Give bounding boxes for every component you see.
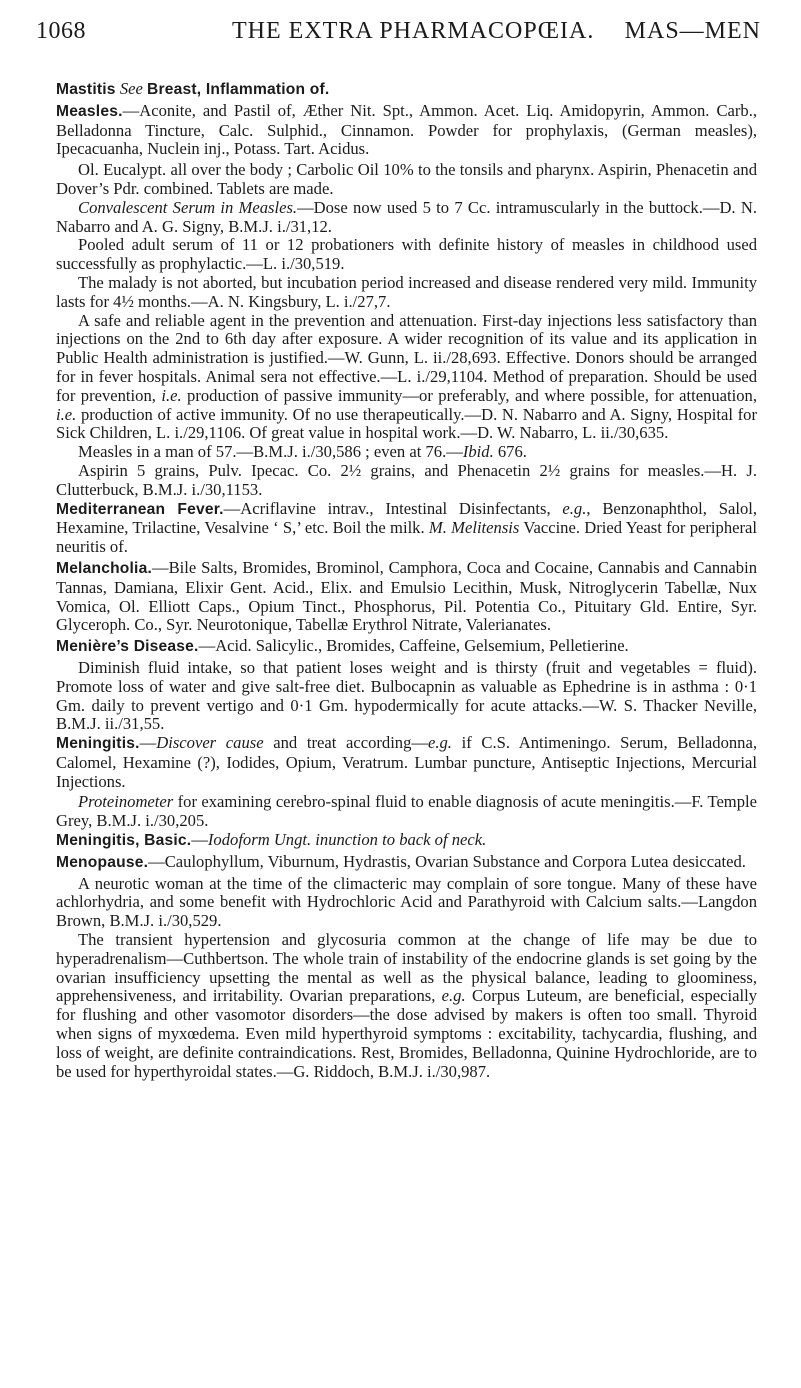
entry-text: —Bile Salts, Bromides, Brominol, Camphora, Coca and Cocaine, Cannabis and Cannabin Tannas, Damiana, Elixir Gent. Acid., Elix. and Emulsio Lecithin, Musk, Nitroglycerin Tabellæ, Nux Vomica, Ol. Elliott Caps., Opium Tinct., Phosphorus, Pil. Potentia Co., Pituitary Gld. Entire, Syr. Glyceroph. Co., Syr. Neurotonique, Tabellæ Erythrol Nitrate, Valerianates. [56, 557, 757, 635]
paragraph-text: —Dose now used 5 to 7 Cc. intramuscularly in the buttock.—D. N. Nabarro and A. G. Signy, B.M.J. i./31,12. [56, 197, 757, 236]
entry-menieres-disease [56, 637, 757, 657]
paragraph: Aspirin 5 grains, Pulv. Ipecac. Co. 2½ grains, and Phenacetin 2½ grains for measles.—H. J. Clutterbuck, B.M.J. i./30,1153. [56, 460, 757, 499]
italic-phrase: Discover cause [156, 733, 264, 753]
entry-heading: Mastitis [56, 81, 116, 98]
entry-mediterranean-fever [56, 500, 757, 557]
entry-text: and treat according— [263, 733, 428, 753]
section-range: MAS—MEN [624, 18, 761, 44]
paragraph: A neurotic woman at the time of the climacteric may complain of sore tongue. Many of these have achlorhydria, and some benefit with Hydrochloric Acid and Parathyroid with Calcium salts.—Langdon Brown, B.M.J. i./30,529. [56, 873, 757, 931]
entry-text: Vaccine. Dried Yeast for peripheral neuritis of. [56, 518, 757, 557]
entry-text: , Benzonaphthol, Salol, Hexamine, Trilactine, Vesalvine ‘ S,’ etc. Boil the milk. [56, 498, 757, 538]
paragraph-text: The transient hypertension and glycosuria common at the change of life may be due to hyperadrenalism—Cuthbertson. The whole train of instability of the endocrine glands is set going by the ovarian insufficiency upsetting the mental as well as the physical balance, leading to gloominess, apprehensiveness, and irritability. Ovarian preparations, [56, 930, 757, 1006]
italic-phrase: Iodoform Ungt. inunction to back of neck. [207, 830, 487, 850]
paragraph-text: production of active immunity. Of no use therapeutically.—D. N. Nabarro and A. Signy, Hospital for Sick Children, L. i./29,1106. Of great value in hospital work.—D. W. Nabarro, L. ii./30,635. [56, 404, 757, 443]
paragraph-text: Measles in a man of 57.—B.M.J. i./30,586 ; even at 76.— [78, 442, 463, 462]
italic-abbrev: Ibid. [462, 442, 494, 462]
entry-text: if C.S. Antimeningo. Serum, Belladonna, Calomel, Hexamine (?), Iodides, Opium, Veratrum. Lumbar puncture, Antiseptic Injections, Mercurial Injections. [56, 733, 757, 791]
running-title: THE EXTRA PHARMACOPŒIA. [232, 18, 595, 44]
paragraph [56, 931, 757, 1081]
dash: — [139, 733, 157, 753]
cross-reference: Breast, Inflammation of. [147, 81, 330, 98]
italic-organism: M. Melitensis [428, 518, 520, 538]
entry-meningitis-basic [56, 831, 757, 851]
italic-abbrev: e.g. [428, 733, 452, 753]
entry-text: —Acriflavine intrav., Intestinal Disinfectants, [223, 498, 563, 518]
entry-heading: Measles. [56, 102, 123, 120]
paragraph: Pooled adult serum of 11 or 12 probationers with definite history of measles in childhood used successfully as prophylactic.—L. i./30,519. [56, 235, 757, 274]
entry-heading: Mediterranean Fever. [56, 500, 224, 518]
paragraph: The malady is not aborted, but incubation period increased and disease rendered very mild. Immunity lasts for 4½ months.—A. N. Kingsbury, L. i./27,7. [56, 272, 757, 311]
italic-abbrev: i.e. [161, 385, 182, 405]
italic-abbrev: i.e. [56, 404, 77, 424]
entry-heading: Menière’s Disease. [56, 638, 199, 656]
paragraph-text: for examining cerebro-spinal fluid to enable diagnosis of acute meningitis.—F. Temple Grey, B.M.J. i./30,205. [56, 792, 757, 831]
paragraph [56, 443, 757, 462]
entry-text: —Acid. Salicylic., Bromides, Caffeine, Gelsemium, Pelletierine. [198, 636, 629, 656]
paragraph-text: 676. [493, 442, 527, 462]
paragraph [56, 199, 757, 237]
italic-abbrev: e.g. [441, 986, 466, 1006]
italic-subheading: Convalescent Serum in Measles. [78, 197, 298, 217]
entry-text: —Caulophyllum, Viburnum, Hydrastis, Ovarian Substance and Corpora Lutea desiccated. [148, 851, 746, 871]
paragraph-text: A safe and reliable agent in the prevention and attenuation. First-day injections less satisfactory than injections on the 2nd to 6th day after exposure. A wider recognition of its value and its application in Public Health administration is justified.—W. Gunn, L. ii./28,693. Effective. Donors should be arranged for in fever hospitals. Animal sera not effective.—L. i./29,1104. Method of preparation. Should be used for prevention, [56, 310, 757, 405]
entry-mastitis [56, 80, 757, 100]
entry-measles [56, 102, 757, 159]
entry-heading: Meningitis. [56, 735, 140, 753]
entry-melancholia [56, 559, 757, 635]
entry-meningitis [56, 734, 757, 791]
dash: — [191, 830, 208, 850]
italic-subheading: Proteinometer [78, 792, 174, 812]
entry-heading: Menopause. [56, 853, 149, 871]
entry-text: —Aconite, and Pastil of, Æther Nit. Spt., Ammon. Acet. Liq. Amidopyrin, Ammon. Carb., Belladonna Tincture, Calc. Sulphid., Cinnamon. Powder for prophylaxis, (German measles), Ipecacuanha, Nuclein inj., Potass. Tart. Acidus. [56, 100, 757, 159]
page-body [56, 80, 757, 1081]
paragraph [56, 793, 757, 831]
entry-menopause [56, 853, 757, 873]
paragraph-text: Corpus Luteum, are beneficial, especially for flushing and other vasomotor disorders—the dose advised by makers is often too small. Thyroid when signs of myxœdema. Even mild hyperthyroid symptoms : excitability, tachycardia, flushing, and loss of weight, are definite contraindications. Rest, Bromides, Belladonna, Quinine Hydrochloride, are to be used for hyperthyroidal states.—G. Riddoch, B.M.J. i./30,987. [56, 986, 757, 1081]
italic-abbrev: e.g. [562, 498, 587, 518]
page-number: 1068 [36, 18, 86, 44]
entry-heading: Melancholia. [56, 559, 152, 577]
paragraph: Ol. Eucalypt. all over the body ; Carbolic Oil 10% to the tonsils and pharynx. Aspirin, Phenacetin and Dover’s Pdr. combined. Tablets are made. [56, 160, 757, 198]
paragraph: Diminish fluid intake, so that patient loses weight and is thirsty (fruit and vegetables = fluid). Promote loss of water and give salt-free diet. Bulbocapnin as valuable as Ephedrine is in asthma : 0·1 Gm. daily to prevent vertigo and 0·1 Gm. hypodermically for acute attacks.—W. S. Thacker Neville, B.M.J. ii./31,55. [56, 657, 757, 734]
see-reference-label: See [119, 79, 143, 98]
paragraph [56, 312, 757, 444]
paragraph-text: production of passive immunity—or preferably, and where possible, for attenuation, [181, 385, 757, 405]
entry-heading: Meningitis, Basic. [56, 832, 192, 850]
running-header [36, 18, 761, 58]
